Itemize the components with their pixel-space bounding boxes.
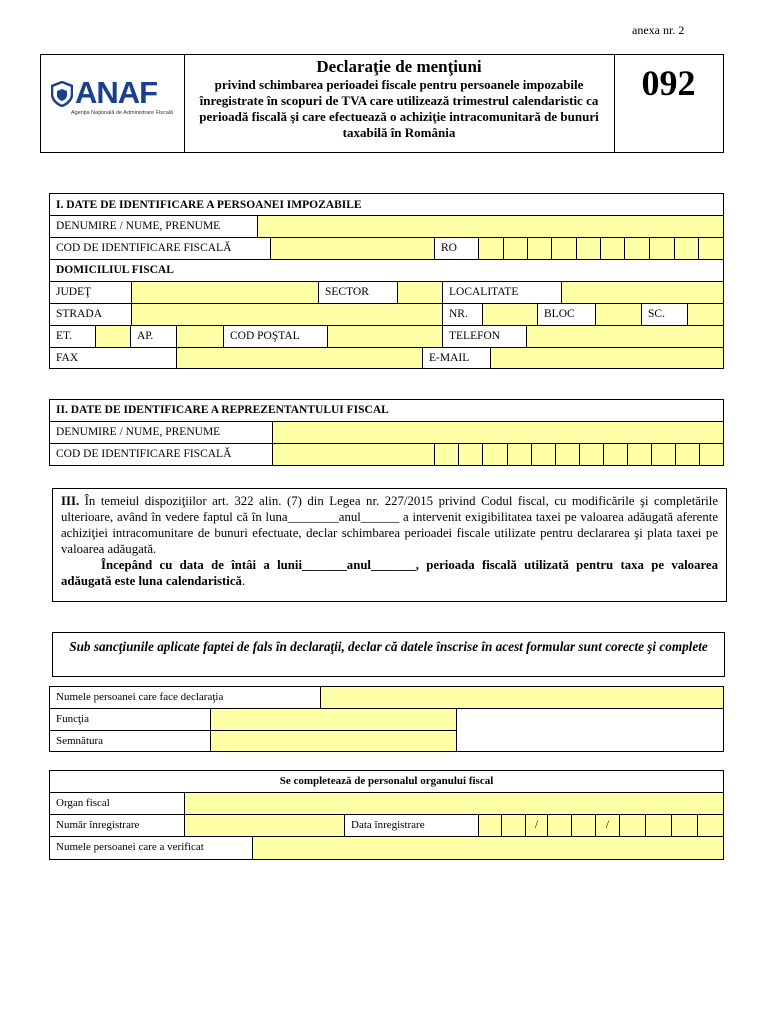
annex-label: anexa nr. 2: [632, 23, 685, 37]
reg-date-digit[interactable]: [646, 815, 672, 836]
telefon-label: TELEFON: [443, 326, 527, 347]
cif-digit[interactable]: [650, 238, 675, 259]
rep-cif-digit[interactable]: [483, 444, 508, 465]
section3-text: În temeiul dispoziţiilor art. 322 alin. (7) din Legea nr. 227/2015 privind Codul fiscal, cu modificările şi completările ulterioare, având în vedere faptul că în luna________anul______ a intervenit exigibilitatea taxei pe valoarea adăugată aferente achiziţiei intracomunitare de bunuri efectuate, declar schimbarea perioadei fiscale utilizate pentru declararea şi plata taxei pe valoarea adăugată.: [61, 494, 718, 556]
rep-cif-digit[interactable]: [556, 444, 580, 465]
sanctions-text: Sub sancţiunile aplicate faptei de fals în declaraţii, declar că datele înscrise în acest formular sunt corecte şi complete: [69, 639, 708, 654]
nr-field[interactable]: [483, 304, 538, 325]
verifier-field[interactable]: [253, 837, 723, 859]
cif-digit[interactable]: [699, 238, 723, 259]
reg-date-digit[interactable]: [479, 815, 502, 836]
page-title: Declaraţie de menţiuni: [316, 57, 482, 76]
bloc-label: BLOC: [538, 304, 596, 325]
organ-fiscal-label: Organ fiscal: [50, 793, 185, 814]
ro-label: RO: [435, 238, 479, 259]
telefon-field[interactable]: [527, 326, 723, 347]
section-taxable-person: [49, 193, 724, 369]
cif-digit[interactable]: [504, 238, 528, 259]
rep-cif-digit[interactable]: [508, 444, 532, 465]
rep-cif-digit[interactable]: [435, 444, 459, 465]
signature-field[interactable]: [211, 731, 457, 751]
section1-title: I. DATE DE IDENTIFICARE A PERSOANEI IMPOZABILE: [56, 199, 362, 211]
reg-date-digit[interactable]: [698, 815, 723, 836]
cif-digit[interactable]: [577, 238, 601, 259]
cif-digit[interactable]: [552, 238, 577, 259]
date-separator: /: [526, 815, 548, 836]
sc-field[interactable]: [688, 304, 723, 325]
rep-cif-digit[interactable]: [459, 444, 483, 465]
cif-digit[interactable]: [675, 238, 699, 259]
ap-label: AP.: [131, 326, 177, 347]
fiscal-authority-block: [49, 770, 724, 860]
localitate-field[interactable]: [562, 282, 723, 303]
localitate-label: LOCALITATE: [443, 282, 562, 303]
declarant-name-field[interactable]: [321, 687, 723, 708]
ap-field[interactable]: [177, 326, 224, 347]
nr-label: NR.: [443, 304, 483, 325]
declarant-block: [49, 686, 724, 752]
cif-label: COD DE IDENTIFICARE FISCALĂ: [50, 238, 271, 259]
section-fiscal-representative: [49, 399, 724, 466]
signature-label: Semnătura: [50, 731, 211, 751]
judet-field[interactable]: [132, 282, 319, 303]
logo-subtext: Agenţia Naţională de Administrare Fiscală: [71, 110, 174, 116]
cif-digit[interactable]: [625, 238, 650, 259]
rep-cif-label: COD DE IDENTIFICARE FISCALĂ: [50, 444, 273, 465]
sc-label: SC.: [642, 304, 688, 325]
declarant-name-label: Numele persoanei care face declaraţia: [50, 687, 321, 708]
reg-number-field[interactable]: [185, 815, 345, 836]
fax-field[interactable]: [177, 348, 423, 368]
section3-bold-text: Începând cu data de întâi a lunii_______anul_______, perioada fiscală utilizată pentru taxa pe valoarea adăugată este luna calendaristică: [61, 558, 718, 588]
reg-date-digit[interactable]: [672, 815, 698, 836]
rep-cif-digit[interactable]: [580, 444, 604, 465]
section-declaration-text: [52, 488, 727, 602]
logo-cell: [41, 55, 185, 152]
function-label: Funcţia: [50, 709, 211, 731]
rep-cif-digit[interactable]: [676, 444, 700, 465]
rep-name-field[interactable]: [273, 422, 723, 443]
reg-date-digit[interactable]: [502, 815, 526, 836]
date-separator: /: [596, 815, 620, 836]
reg-date-label: Data înregistrare: [345, 815, 479, 836]
strada-label: STRADA: [50, 304, 132, 325]
fiscal-title: Se completează de personalul organului fiscal: [279, 775, 494, 787]
reg-date-digit[interactable]: [620, 815, 646, 836]
email-label: E-MAIL: [423, 348, 491, 368]
section3-number: III.: [61, 494, 80, 508]
cod-postal-field[interactable]: [328, 326, 443, 347]
sector-label: SECTOR: [319, 282, 398, 303]
rep-name-label: DENUMIRE / NUME, PRENUME: [50, 422, 273, 443]
judet-label: JUDEŢ: [50, 282, 132, 303]
et-label: ET.: [50, 326, 96, 347]
section2-title: II. DATE DE IDENTIFICARE A REPREZENTANTULUI FISCAL: [56, 404, 389, 416]
cif-digit[interactable]: [528, 238, 552, 259]
sanctions-statement: [52, 632, 725, 677]
bloc-field[interactable]: [596, 304, 642, 325]
rep-cif-digit[interactable]: [604, 444, 628, 465]
sector-field[interactable]: [398, 282, 443, 303]
form-header: [40, 54, 724, 153]
organ-fiscal-field[interactable]: [185, 793, 723, 814]
cod-postal-label: COD POŞTAL: [224, 326, 328, 347]
domicile-title: DOMICILIUL FISCAL: [56, 264, 174, 276]
title-cell: [184, 55, 615, 152]
page-subtitle: privind schimbarea perioadei fiscale pentru persoanele impozabile înregistrate în scopuri de TVA care utilizează trimestrul calendaristic ca perioadă fiscală şi care efectuează o achiziţie intracomunitară de bunuri taxabilă în România: [199, 77, 599, 140]
shield-icon: [51, 81, 73, 107]
cif-field[interactable]: [271, 238, 435, 259]
form-code: 092: [641, 63, 696, 103]
rep-cif-digit[interactable]: [532, 444, 556, 465]
function-field[interactable]: [211, 709, 457, 731]
rep-cif-digit[interactable]: [652, 444, 676, 465]
fax-label: FAX: [50, 348, 177, 368]
et-field[interactable]: [96, 326, 131, 347]
rep-cif-digit[interactable]: [628, 444, 652, 465]
cif-digit[interactable]: [601, 238, 625, 259]
reg-number-label: Număr înregistrare: [50, 815, 185, 836]
rep-cif-field[interactable]: [273, 444, 435, 465]
name-label: DENUMIRE / NUME, PRENUME: [50, 216, 258, 237]
section3-end: .: [241, 574, 246, 588]
rep-cif-digit[interactable]: [700, 444, 723, 465]
logo-text: ANAF: [75, 75, 158, 110]
reg-date-digit[interactable]: [548, 815, 572, 836]
cif-digit[interactable]: [479, 238, 504, 259]
reg-date-digit[interactable]: [572, 815, 596, 836]
name-field[interactable]: [258, 216, 723, 237]
email-field[interactable]: [491, 348, 723, 368]
strada-field[interactable]: [132, 304, 443, 325]
verifier-label: Numele persoanei care a verificat: [50, 837, 253, 859]
